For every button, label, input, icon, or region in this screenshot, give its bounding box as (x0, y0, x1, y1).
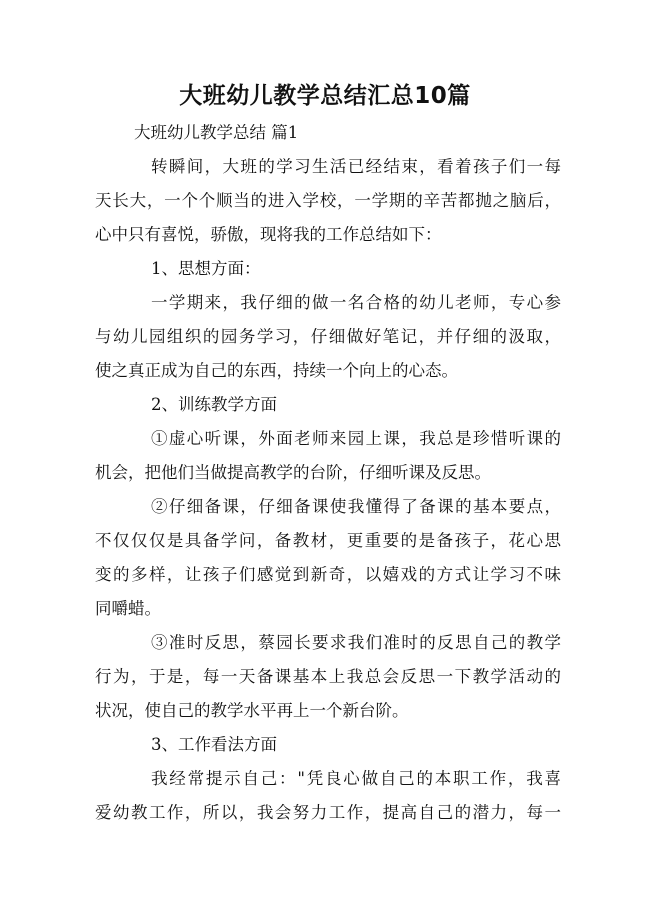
text-line: 心中只有喜悦，骄傲，现将我的工作总结如下： (95, 225, 442, 244)
text-line: 我经常提示自己："凭良心做自己的本职工作，我喜 (151, 769, 561, 788)
text-line: 使之真正成为自己的东西，持续一个向上的心态。 (95, 361, 458, 380)
text-line: 一学期来，我仔细的做一名合格的幼儿老师，专心参 (151, 293, 561, 312)
text-line: ①虚心听课，外面老师来园上课，我总是珍惜听课的 (151, 429, 561, 448)
section-subtitle: 大班幼儿教学总结 篇1 (134, 123, 299, 142)
section-heading: 3、工作看法方面 (151, 735, 277, 754)
text-line: ②仔细备课，仔细备课使我懂得了备课的基本要点， (151, 497, 561, 516)
text-line: ③准时反思，蔡园长要求我们准时的反思自己的教学 (151, 633, 561, 652)
text-line: 机会，把他们当做提高教学的台阶，仔细听课及反思。 (95, 463, 491, 482)
text-line: 同嚼蜡。 (95, 599, 161, 618)
section-heading: 2、训练教学方面 (151, 395, 277, 414)
text-line: 不仅仅仅是具备学问，备教材，更重要的是备孩子，花心思 (95, 531, 561, 550)
text-line: 爱幼教工作，所以，我会努力工作，提高自己的潜力，每一 (95, 803, 561, 822)
document-title: 大班幼儿教学总结汇总10篇 (179, 83, 471, 109)
text-line: 转瞬间，大班的学习生活已经结束，看着孩子们一每 (151, 157, 561, 176)
text-line: 行为，于是，每一天备课基本上我总会反思一下教学活动的 (95, 667, 561, 686)
text-line: 状况，使自己的教学水平再上一个新台阶。 (95, 701, 409, 720)
text-line: 与幼儿园组织的园务学习，仔细做好笔记，并仔细的汲取， (95, 327, 561, 346)
document-body (95, 116, 561, 830)
text-line: 变的多样，让孩子们感觉到新奇，以嬉戏的方式让学习不味 (95, 565, 561, 584)
text-line: 天长大，一个个顺当的进入学校，一学期的辛苦都抛之脑后， (95, 191, 561, 210)
section-heading: 1、思想方面： (151, 259, 261, 278)
